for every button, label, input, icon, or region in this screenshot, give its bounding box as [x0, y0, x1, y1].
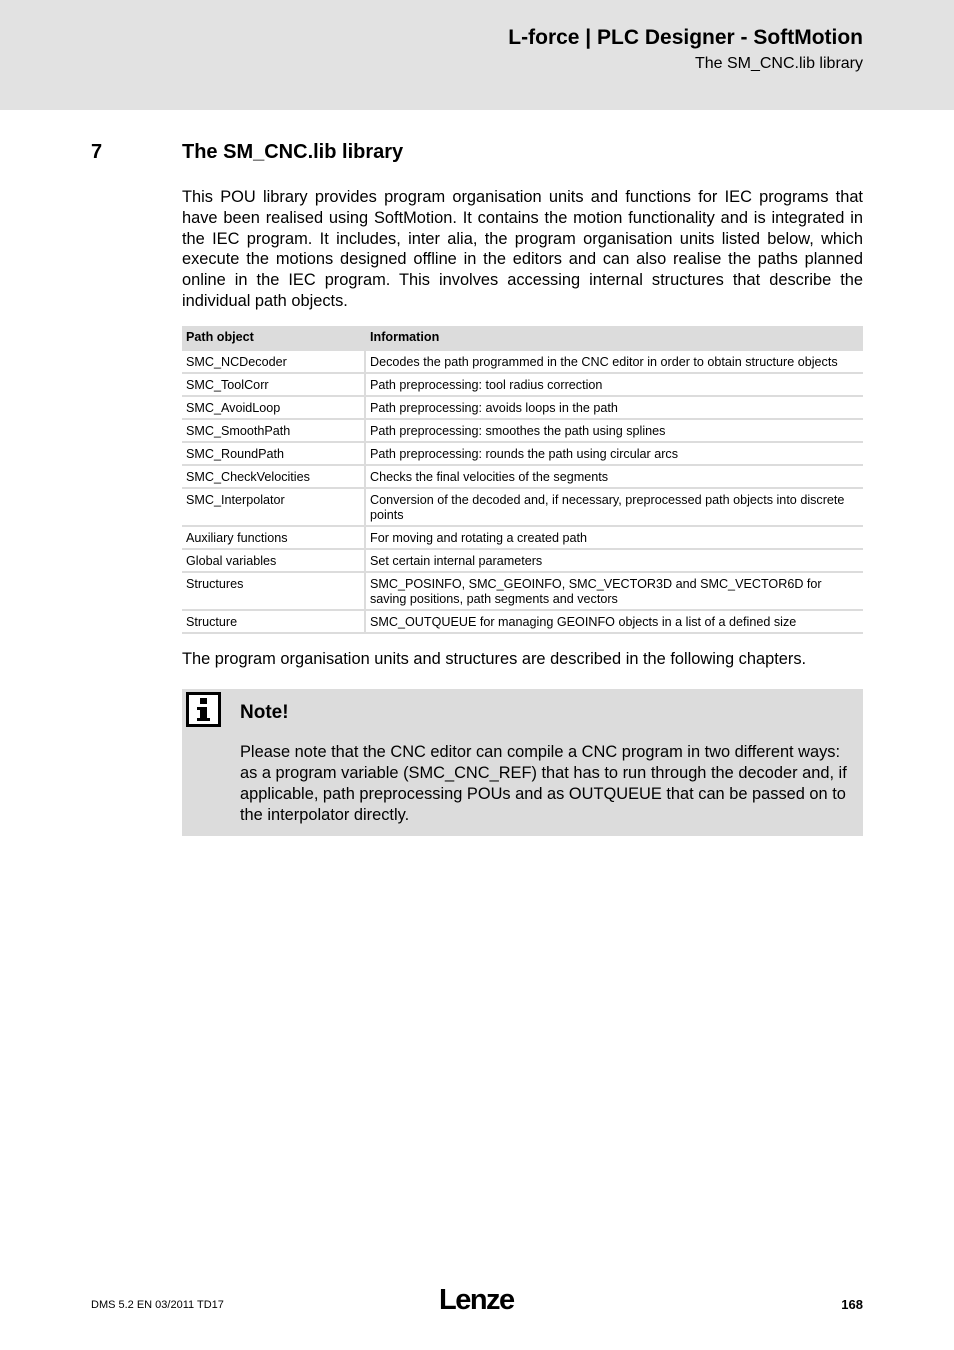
document-title: L-force | PLC Designer - SoftMotion [508, 26, 863, 49]
path-object-cell: Structures [182, 572, 365, 610]
path-object-cell: SMC_SmoothPath [182, 419, 365, 442]
information-cell: Decodes the path programmed in the CNC editor in order to obtain structure objects [365, 351, 863, 373]
chapter-number: 7 [91, 141, 103, 163]
table-row [182, 610, 863, 633]
path-object-cell: SMC_NCDecoder [182, 351, 365, 373]
table-row [182, 396, 863, 419]
chapter-title: The SM_CNC.lib library [182, 141, 404, 163]
note-title: Note! [240, 702, 289, 723]
path-object-cell: SMC_Interpolator [182, 488, 365, 526]
table-row [182, 465, 863, 488]
path-object-cell: SMC_CheckVelocities [182, 465, 365, 488]
table-row [182, 442, 863, 465]
page-header [0, 0, 954, 110]
information-cell: SMC_POSINFO, SMC_GEOINFO, SMC_VECTOR3D and SMC_VECTOR6D for saving positions, path segments and vectors [365, 572, 863, 610]
lenze-logo [438, 1284, 516, 1314]
path-object-cell: Auxiliary functions [182, 526, 365, 549]
path-object-cell: SMC_ToolCorr [182, 373, 365, 396]
path-object-cell: Global variables [182, 549, 365, 572]
table-row [182, 572, 863, 610]
info-icon [186, 692, 221, 727]
note-box [182, 689, 863, 836]
svg-text:Lenze: Lenze [439, 1284, 514, 1314]
information-cell: For moving and rotating a created path [365, 526, 863, 549]
intro-paragraph: This POU library provides program organisation units and functions for IEC programs that have been realised using SoftMotion. It contains the motion functionality and is integrated in the IEC program. It includes, inter alia, the program organisation units listed below, which execute the motions designed offline in the editors and can also realise the paths planned online in the IEC program. This involves accessing internal structures that describe the individual path objects. [182, 188, 863, 310]
information-cell: Path preprocessing: tool radius correction [365, 373, 863, 396]
footer-doc-id: DMS 5.2 EN 03/2011 TD17 [91, 1299, 224, 1311]
column-header-path-object: Path object [182, 326, 365, 351]
table-row [182, 373, 863, 396]
note-text: Please note that the CNC editor can compile a CNC program in two different ways: as a program variable (SMC_CNC_REF) that has to run through the decoder and, if applicable, path preprocessing POUs and as OUTQUEUE that can be passed on to the interpolator directly. [240, 743, 847, 824]
after-table-paragraph: The program organisation units and structures are described in the following chapters. [182, 650, 807, 668]
information-cell: Conversion of the decoded and, if necessary, preprocessed path objects into discrete points [365, 488, 863, 526]
table-row [182, 549, 863, 572]
information-cell: Path preprocessing: rounds the path using circular arcs [365, 442, 863, 465]
information-cell: Set certain internal parameters [365, 549, 863, 572]
path-object-cell: SMC_AvoidLoop [182, 396, 365, 419]
information-cell: SMC_OUTQUEUE for managing GEOINFO objects in a list of a defined size [365, 610, 863, 633]
table-header-row [182, 326, 863, 351]
information-cell: Checks the final velocities of the segments [365, 465, 863, 488]
section-subtitle: The SM_CNC.lib library [694, 55, 863, 72]
table-row [182, 526, 863, 549]
table-row [182, 351, 863, 373]
path-object-cell: Structure [182, 610, 365, 633]
information-cell: Path preprocessing: avoids loops in the path [365, 396, 863, 419]
column-header-information: Information [365, 326, 863, 351]
table-row [182, 419, 863, 442]
page-number: 168 [841, 1297, 863, 1312]
path-object-table [182, 326, 863, 634]
table-row [182, 488, 863, 526]
path-object-cell: SMC_RoundPath [182, 442, 365, 465]
information-cell: Path preprocessing: smoothes the path using splines [365, 419, 863, 442]
